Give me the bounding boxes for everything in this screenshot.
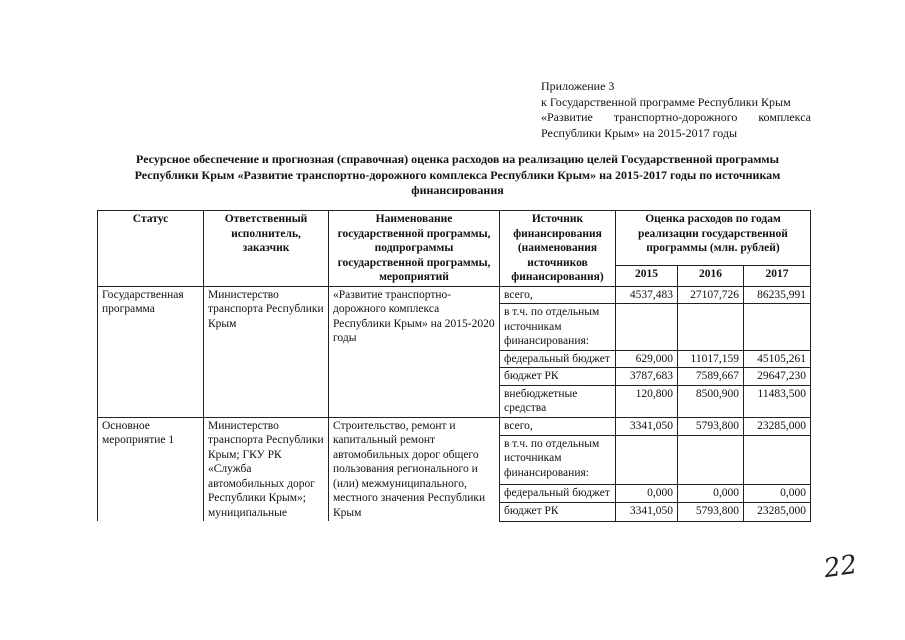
appendix-header bbox=[541, 79, 811, 141]
value-cell: 11017,159 bbox=[678, 350, 744, 368]
source-cell: в т.ч. по отдельным источникам финансирования: bbox=[500, 304, 616, 351]
header-year-2016: 2016 bbox=[678, 265, 744, 286]
value-cell: 8500,900 bbox=[678, 385, 744, 417]
table-row bbox=[98, 417, 811, 435]
document-title bbox=[100, 152, 815, 199]
source-cell: федеральный бюджет bbox=[500, 350, 616, 368]
source-cell: федеральный бюджет bbox=[500, 484, 616, 502]
resource-table bbox=[97, 210, 811, 522]
value-cell: 5793,800 bbox=[678, 503, 744, 521]
value-cell: 3341,050 bbox=[616, 417, 678, 435]
value-cell: 0,000 bbox=[616, 484, 678, 502]
value-cell bbox=[616, 435, 678, 484]
value-cell: 45105,261 bbox=[744, 350, 811, 368]
appendix-line-1: Приложение 3 bbox=[541, 79, 615, 93]
value-cell bbox=[678, 435, 744, 484]
executor-cell: Министерство транспорта Республики Крым; ГКУ РК «Служба автомобильных дорог Республики Крым»; муниципальные bbox=[204, 417, 329, 521]
header-estimate: Оценка расходов по годам реализации государственной программы (млн. рублей) bbox=[616, 211, 811, 266]
title-line-3: финансирования bbox=[411, 183, 504, 197]
appendix-line-3: «Развитие транспортно-дорожного комплекса bbox=[541, 110, 811, 124]
header-source: Источник финансирования (наименования источников финансирования) bbox=[500, 211, 616, 287]
program-name-cell: Строительство, ремонт и капитальный ремонт автомобильных дорог общего пользования регионального и (или) межмуниципального, местного значения Республики Крым bbox=[329, 417, 500, 521]
value-cell: 7589,667 bbox=[678, 368, 744, 386]
value-cell: 629,000 bbox=[616, 350, 678, 368]
source-cell: внебюджетные средства bbox=[500, 385, 616, 417]
appendix-line-4: Республики Крым» на 2015-2017 годы bbox=[541, 125, 738, 140]
value-cell: 23285,000 bbox=[744, 417, 811, 435]
source-cell: всего, bbox=[500, 417, 616, 435]
header-status: Статус bbox=[98, 211, 204, 287]
status-cell: Государственная программа bbox=[98, 286, 204, 417]
header-year-2015: 2015 bbox=[616, 265, 678, 286]
value-cell: 0,000 bbox=[678, 484, 744, 502]
value-cell: 120,800 bbox=[616, 385, 678, 417]
header-executor: Ответственный исполнитель, заказчик bbox=[204, 211, 329, 287]
value-cell: 23285,000 bbox=[744, 503, 811, 521]
source-cell: в т.ч. по отдельным источникам финансирования: bbox=[500, 435, 616, 484]
table-row bbox=[98, 286, 811, 304]
title-line-2: Республики Крым «Развитие транспортно-дорожного комплекса Республики Крым» на 2015-2017 годы по источникам bbox=[134, 167, 781, 182]
header-program-name: Наименование государственной программы, подпрограммы государственной программы, мероприятий bbox=[329, 211, 500, 287]
source-cell: бюджет РК bbox=[500, 503, 616, 521]
program-name-cell: «Развитие транспортно-дорожного комплекса Республики Крым» на 2015-2020 годы bbox=[329, 286, 500, 417]
value-cell: 4537,483 bbox=[616, 286, 678, 304]
appendix-line-2: к Государственной программе Республики Крым bbox=[541, 94, 791, 109]
value-cell: 0,000 bbox=[744, 484, 811, 502]
executor-cell: Министерство транспорта Республики Крым bbox=[204, 286, 329, 417]
value-cell bbox=[744, 435, 811, 484]
page-number: 22 bbox=[822, 549, 860, 585]
source-cell: всего, bbox=[500, 286, 616, 304]
value-cell: 3341,050 bbox=[616, 503, 678, 521]
value-cell: 86235,991 bbox=[744, 286, 811, 304]
title-line-1: Ресурсное обеспечение и прогнозная (справочная) оценка расходов на реализацию целей Государственной программы bbox=[136, 152, 779, 166]
source-cell: бюджет РК bbox=[500, 368, 616, 386]
value-cell: 5793,800 bbox=[678, 417, 744, 435]
header-year-2017: 2017 bbox=[744, 265, 811, 286]
status-cell: Основное мероприятие 1 bbox=[98, 417, 204, 521]
value-cell: 3787,683 bbox=[616, 368, 678, 386]
value-cell: 29647,230 bbox=[744, 368, 811, 386]
value-cell: 11483,500 bbox=[744, 385, 811, 417]
value-cell bbox=[616, 304, 678, 351]
value-cell bbox=[678, 304, 744, 351]
value-cell: 27107,726 bbox=[678, 286, 744, 304]
value-cell bbox=[744, 304, 811, 351]
